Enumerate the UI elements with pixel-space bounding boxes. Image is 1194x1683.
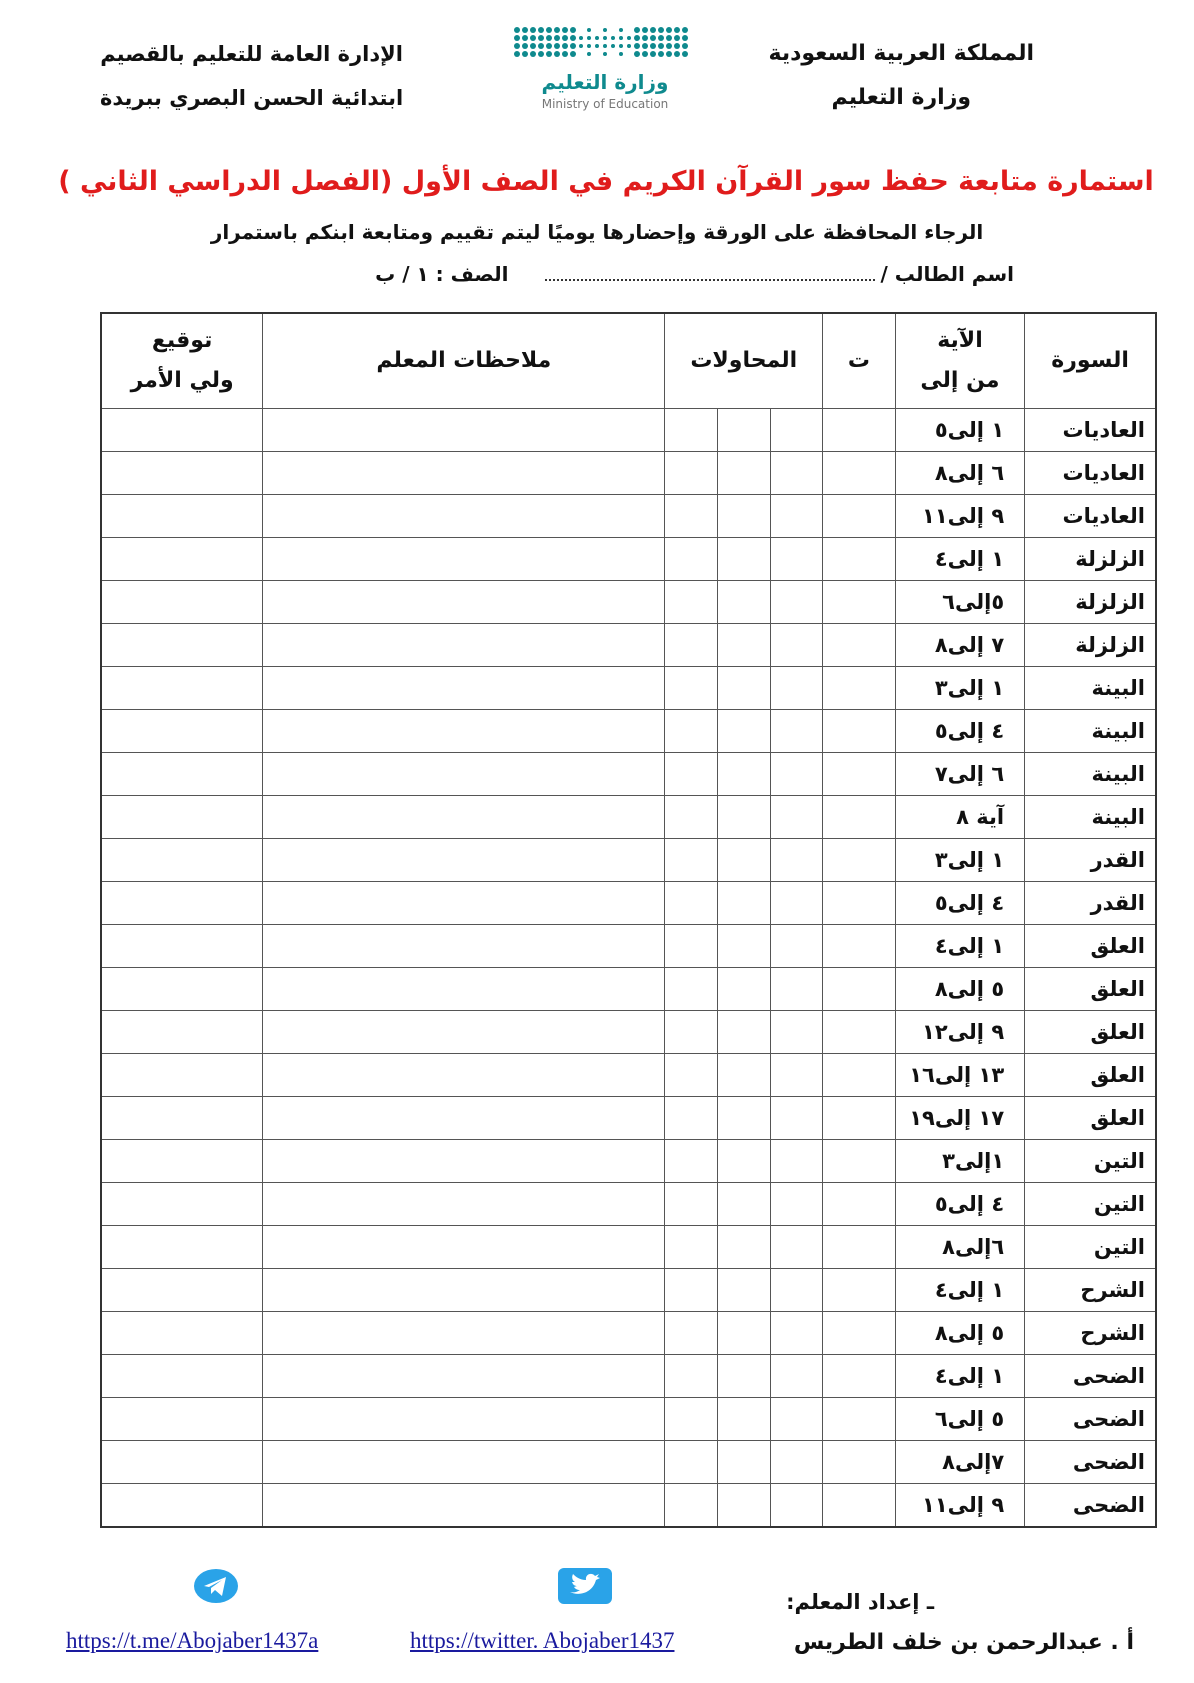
teacher-notes-cell[interactable] xyxy=(263,538,665,581)
t-cell[interactable] xyxy=(823,1355,896,1398)
attempt-cell-2[interactable] xyxy=(717,1441,770,1484)
t-cell[interactable] xyxy=(823,452,896,495)
attempt-cell-3[interactable] xyxy=(665,1398,718,1441)
guardian-signature-cell[interactable] xyxy=(101,1011,263,1054)
teacher-notes-cell[interactable] xyxy=(263,409,665,452)
table-row xyxy=(101,667,1156,710)
ayah-range-cell: ٦ إلى٨ xyxy=(895,452,1024,495)
logo-dots-icon xyxy=(505,22,705,72)
table-row xyxy=(101,1441,1156,1484)
attempt-cell-3[interactable] xyxy=(665,796,718,839)
surah-cell: التين xyxy=(1025,1140,1156,1183)
guardian-signature-cell[interactable] xyxy=(101,1441,263,1484)
t-cell[interactable] xyxy=(823,624,896,667)
attempt-cell-3[interactable] xyxy=(665,1441,718,1484)
guardian-signature-cell[interactable] xyxy=(101,839,263,882)
attempt-cell-2[interactable] xyxy=(717,1054,770,1097)
ayah-range-cell: ١ إلى٤ xyxy=(895,538,1024,581)
ayah-range-cell: ١٧ إلى١٩ xyxy=(895,1097,1024,1140)
attempt-cell-3[interactable] xyxy=(665,1011,718,1054)
surah-cell: العاديات xyxy=(1025,452,1156,495)
table-row xyxy=(101,710,1156,753)
header-teacher-notes: ملاحظات المعلم xyxy=(263,313,665,409)
attempt-cell-2[interactable] xyxy=(717,1484,770,1528)
ayah-range-cell: ٦ إلى٧ xyxy=(895,753,1024,796)
attempt-cell-3[interactable] xyxy=(665,1226,718,1269)
surah-cell: العاديات xyxy=(1025,495,1156,538)
ayah-range-cell: ٥ إلى٨ xyxy=(895,1312,1024,1355)
surah-cell: التين xyxy=(1025,1183,1156,1226)
ayah-range-cell: ٩ إلى١١ xyxy=(895,1484,1024,1528)
attempt-cell-1[interactable] xyxy=(770,581,823,624)
surah-cell: الضحى xyxy=(1025,1484,1156,1528)
ayah-range-cell: ١ إلى٤ xyxy=(895,925,1024,968)
attempt-cell-2[interactable] xyxy=(717,1011,770,1054)
t-cell[interactable] xyxy=(823,968,896,1011)
teacher-notes-cell[interactable] xyxy=(263,624,665,667)
table-header-row xyxy=(101,313,1156,409)
telegram-plane-icon[interactable] xyxy=(194,1568,238,1604)
attempt-cell-1[interactable] xyxy=(770,968,823,1011)
telegram-link[interactable]: https://t.me/Abojaber1437a xyxy=(66,1628,319,1653)
surah-cell: العلق xyxy=(1025,925,1156,968)
table-row xyxy=(101,1011,1156,1054)
attempt-cell-1[interactable] xyxy=(770,452,823,495)
ayah-range-cell: ١ إلى٤ xyxy=(895,1269,1024,1312)
attempt-cell-2[interactable] xyxy=(717,839,770,882)
guardian-signature-cell[interactable] xyxy=(101,1054,263,1097)
surah-cell: الزلزلة xyxy=(1025,538,1156,581)
attempt-cell-3[interactable] xyxy=(665,1269,718,1312)
attempt-cell-2[interactable] xyxy=(717,753,770,796)
attempt-cell-2[interactable] xyxy=(717,667,770,710)
attempt-cell-3[interactable] xyxy=(665,581,718,624)
teacher-notes-cell[interactable] xyxy=(263,1398,665,1441)
table-row xyxy=(101,495,1156,538)
table-row xyxy=(101,753,1156,796)
guardian-signature-cell[interactable] xyxy=(101,753,263,796)
surah-cell: الزلزلة xyxy=(1025,581,1156,624)
school-name: ابتدائية الحسن البصري ببريدة xyxy=(100,86,404,110)
table-row xyxy=(101,1484,1156,1528)
guardian-signature-cell[interactable] xyxy=(101,1355,263,1398)
attempt-cell-1[interactable] xyxy=(770,667,823,710)
ayah-range-cell: ٩ إلى١١ xyxy=(895,495,1024,538)
surah-cell: الضحى xyxy=(1025,1355,1156,1398)
logo-english-text: Ministry of Education xyxy=(541,97,669,111)
guardian-signature-cell[interactable] xyxy=(101,1097,263,1140)
teacher-notes-cell[interactable] xyxy=(263,839,665,882)
t-cell[interactable] xyxy=(823,1398,896,1441)
attempt-cell-3[interactable] xyxy=(665,1183,718,1226)
student-name-label: اسم الطالب / xyxy=(880,262,1014,286)
teacher-notes-cell[interactable] xyxy=(263,882,665,925)
table-row xyxy=(101,1140,1156,1183)
attempt-cell-1[interactable] xyxy=(770,1226,823,1269)
attempt-cell-3[interactable] xyxy=(665,925,718,968)
t-cell[interactable] xyxy=(823,409,896,452)
teacher-notes-cell[interactable] xyxy=(263,1097,665,1140)
attempt-cell-1[interactable] xyxy=(770,882,823,925)
twitter-bird-icon[interactable] xyxy=(558,1568,612,1604)
table-row xyxy=(101,1183,1156,1226)
table-row xyxy=(101,452,1156,495)
ayah-range-cell: ١ إلى٤ xyxy=(895,1355,1024,1398)
teacher-notes-cell[interactable] xyxy=(263,1269,665,1312)
teacher-notes-cell[interactable] xyxy=(263,1355,665,1398)
table-row xyxy=(101,1398,1156,1441)
ayah-range-cell: ١ إلى٥ xyxy=(895,409,1024,452)
attempt-cell-3[interactable] xyxy=(665,1484,718,1528)
t-cell[interactable] xyxy=(823,667,896,710)
twitter-link[interactable]: https://twitter. Abojaber1437 xyxy=(410,1628,675,1653)
table-row xyxy=(101,1226,1156,1269)
student-name-field[interactable] xyxy=(545,265,875,281)
class-label: الصف : ١ / ب xyxy=(375,262,509,286)
teacher-notes-cell[interactable] xyxy=(263,1226,665,1269)
attempt-cell-3[interactable] xyxy=(665,839,718,882)
guardian-signature-cell[interactable] xyxy=(101,667,263,710)
page-title: استمارة متابعة حفظ سور القرآن الكريم في الصف الأول (الفصل الدراسي الثاني ) xyxy=(58,166,1154,197)
attempt-cell-3[interactable] xyxy=(665,667,718,710)
t-cell[interactable] xyxy=(823,1097,896,1140)
table-row xyxy=(101,968,1156,1011)
t-cell[interactable] xyxy=(823,1226,896,1269)
logo-arabic-text: وزارة التعليم xyxy=(541,70,669,94)
attempt-cell-2[interactable] xyxy=(717,1226,770,1269)
teacher-notes-cell[interactable] xyxy=(263,710,665,753)
guardian-signature-cell[interactable] xyxy=(101,409,263,452)
header-surah: السورة xyxy=(1025,313,1156,409)
table-row xyxy=(101,796,1156,839)
ayah-range-cell: ١ إلى٣ xyxy=(895,667,1024,710)
surah-cell: الشرح xyxy=(1025,1312,1156,1355)
attempt-cell-3[interactable] xyxy=(665,753,718,796)
surah-cell: القدر xyxy=(1025,882,1156,925)
kingdom-name: المملكة العربية السعودية xyxy=(768,41,1034,66)
teacher-notes-cell[interactable] xyxy=(263,581,665,624)
t-cell[interactable] xyxy=(823,1140,896,1183)
teacher-notes-cell[interactable] xyxy=(263,1312,665,1355)
attempt-cell-3[interactable] xyxy=(665,624,718,667)
surah-cell: البينة xyxy=(1025,667,1156,710)
attempt-cell-2[interactable] xyxy=(717,1398,770,1441)
ayah-range-cell: ٤ إلى٥ xyxy=(895,882,1024,925)
attempt-cell-2[interactable] xyxy=(717,1140,770,1183)
attempt-cell-3[interactable] xyxy=(665,1097,718,1140)
memorization-table xyxy=(100,312,1157,1528)
guardian-signature-cell[interactable] xyxy=(101,624,263,667)
table-row xyxy=(101,1097,1156,1140)
header-left xyxy=(100,32,403,120)
attempt-cell-3[interactable] xyxy=(665,968,718,1011)
guardian-signature-cell[interactable] xyxy=(101,968,263,1011)
header-ayah: الآية من إلى xyxy=(895,313,1024,409)
attempt-cell-2[interactable] xyxy=(717,538,770,581)
t-cell[interactable] xyxy=(823,1441,896,1484)
guardian-signature-cell[interactable] xyxy=(101,1398,263,1441)
guardian-signature-cell[interactable] xyxy=(101,882,263,925)
guardian-signature-cell[interactable] xyxy=(101,925,263,968)
teacher-notes-cell[interactable] xyxy=(263,796,665,839)
attempt-cell-2[interactable] xyxy=(717,710,770,753)
header-attempts: المحاولات xyxy=(665,313,823,409)
t-cell[interactable] xyxy=(823,1054,896,1097)
education-department: الإدارة العامة للتعليم بالقصيم xyxy=(100,42,403,66)
guardian-signature-cell[interactable] xyxy=(101,495,263,538)
surah-cell: الضحى xyxy=(1025,1441,1156,1484)
guardian-signature-cell[interactable] xyxy=(101,710,263,753)
t-cell[interactable] xyxy=(823,925,896,968)
attempt-cell-2[interactable] xyxy=(717,452,770,495)
attempt-cell-1[interactable] xyxy=(770,1269,823,1312)
surah-cell: العلق xyxy=(1025,1097,1156,1140)
guardian-signature-cell[interactable] xyxy=(101,538,263,581)
teacher-notes-cell[interactable] xyxy=(263,667,665,710)
ministry-logo xyxy=(505,22,705,112)
teacher-notes-cell[interactable] xyxy=(263,495,665,538)
attempt-cell-3[interactable] xyxy=(665,495,718,538)
guardian-signature-cell[interactable] xyxy=(101,1312,263,1355)
teacher-notes-cell[interactable] xyxy=(263,925,665,968)
surah-cell: العلق xyxy=(1025,1011,1156,1054)
table-row xyxy=(101,1312,1156,1355)
attempt-cell-2[interactable] xyxy=(717,968,770,1011)
t-cell[interactable] xyxy=(823,1312,896,1355)
table-row xyxy=(101,882,1156,925)
surah-cell: البينة xyxy=(1025,710,1156,753)
guardian-signature-cell[interactable] xyxy=(101,1269,263,1312)
t-cell[interactable] xyxy=(823,710,896,753)
attempt-cell-1[interactable] xyxy=(770,925,823,968)
prepared-by-label: ـ إعداد المعلم: xyxy=(786,1590,934,1614)
teacher-notes-cell[interactable] xyxy=(263,1484,665,1528)
table-row xyxy=(101,1269,1156,1312)
page-subtitle: الرجاء المحافظة على الورقة وإحضارها يوميًا ليتم تقييم ومتابعة ابنكم باستمرار xyxy=(210,220,984,244)
attempt-cell-2[interactable] xyxy=(717,1269,770,1312)
ayah-range-cell: ٥إلى٦ xyxy=(895,581,1024,624)
t-cell[interactable] xyxy=(823,581,896,624)
guardian-signature-cell[interactable] xyxy=(101,1183,263,1226)
teacher-notes-cell[interactable] xyxy=(263,968,665,1011)
attempt-cell-2[interactable] xyxy=(717,495,770,538)
table-row xyxy=(101,1054,1156,1097)
teacher-notes-cell[interactable] xyxy=(263,1183,665,1226)
teacher-notes-cell[interactable] xyxy=(263,1011,665,1054)
attempt-cell-1[interactable] xyxy=(770,753,823,796)
header-right xyxy=(768,32,1034,120)
surah-cell: العاديات xyxy=(1025,409,1156,452)
attempt-cell-1[interactable] xyxy=(770,409,823,452)
guardian-signature-cell[interactable] xyxy=(101,796,263,839)
teacher-notes-cell[interactable] xyxy=(263,452,665,495)
surah-cell: الشرح xyxy=(1025,1269,1156,1312)
guardian-signature-cell[interactable] xyxy=(101,1484,263,1528)
attempt-cell-3[interactable] xyxy=(665,1312,718,1355)
table-row xyxy=(101,925,1156,968)
table-row xyxy=(101,1355,1156,1398)
t-cell[interactable] xyxy=(823,796,896,839)
guardian-signature-cell[interactable] xyxy=(101,581,263,624)
teacher-notes-cell[interactable] xyxy=(263,753,665,796)
ayah-range-cell: ٥ إلى٦ xyxy=(895,1398,1024,1441)
ayah-range-cell: ١٣ إلى١٦ xyxy=(895,1054,1024,1097)
surah-cell: القدر xyxy=(1025,839,1156,882)
attempt-cell-2[interactable] xyxy=(717,882,770,925)
attempt-cell-3[interactable] xyxy=(665,1054,718,1097)
attempt-cell-3[interactable] xyxy=(665,409,718,452)
t-cell[interactable] xyxy=(823,538,896,581)
attempt-cell-3[interactable] xyxy=(665,452,718,495)
teacher-notes-cell[interactable] xyxy=(263,1140,665,1183)
ministry-name: وزارة التعليم xyxy=(831,85,972,110)
teacher-notes-cell[interactable] xyxy=(263,1054,665,1097)
attempt-cell-1[interactable] xyxy=(770,1183,823,1226)
attempt-cell-1[interactable] xyxy=(770,538,823,581)
attempt-cell-2[interactable] xyxy=(717,925,770,968)
student-info-line xyxy=(250,262,1014,286)
attempt-cell-2[interactable] xyxy=(717,1097,770,1140)
attempt-cell-2[interactable] xyxy=(717,1355,770,1398)
ayah-range-cell: آية ٨ xyxy=(895,796,1024,839)
surah-cell: البينة xyxy=(1025,796,1156,839)
surah-cell: الضحى xyxy=(1025,1398,1156,1441)
attempt-cell-3[interactable] xyxy=(665,1355,718,1398)
guardian-signature-cell[interactable] xyxy=(101,452,263,495)
table-row xyxy=(101,538,1156,581)
attempt-cell-1[interactable] xyxy=(770,710,823,753)
attempt-cell-2[interactable] xyxy=(717,624,770,667)
t-cell[interactable] xyxy=(823,839,896,882)
surah-cell: التين xyxy=(1025,1226,1156,1269)
attempt-cell-2[interactable] xyxy=(717,581,770,624)
attempt-cell-3[interactable] xyxy=(665,538,718,581)
attempt-cell-1[interactable] xyxy=(770,624,823,667)
attempt-cell-1[interactable] xyxy=(770,1140,823,1183)
table-row xyxy=(101,409,1156,452)
t-cell[interactable] xyxy=(823,1269,896,1312)
attempt-cell-3[interactable] xyxy=(665,1140,718,1183)
ayah-range-cell: ٤ إلى٥ xyxy=(895,1183,1024,1226)
header-guardian-signature: توقيع ولي الأمر xyxy=(101,313,263,409)
attempt-cell-3[interactable] xyxy=(665,710,718,753)
table-row xyxy=(101,581,1156,624)
guardian-signature-cell[interactable] xyxy=(101,1140,263,1183)
attempt-cell-2[interactable] xyxy=(717,1183,770,1226)
t-cell[interactable] xyxy=(823,1183,896,1226)
t-cell[interactable] xyxy=(823,1484,896,1528)
attempt-cell-1[interactable] xyxy=(770,1097,823,1140)
surah-cell: الزلزلة xyxy=(1025,624,1156,667)
table-row xyxy=(101,839,1156,882)
t-cell[interactable] xyxy=(823,495,896,538)
ayah-range-cell: ٥ إلى٨ xyxy=(895,968,1024,1011)
t-cell[interactable] xyxy=(823,1011,896,1054)
ayah-range-cell: ٤ إلى٥ xyxy=(895,710,1024,753)
ayah-range-cell: ٦إلى٨ xyxy=(895,1226,1024,1269)
ayah-range-cell: ٧إلى٨ xyxy=(895,1441,1024,1484)
surah-cell: العلق xyxy=(1025,1054,1156,1097)
surah-cell: البينة xyxy=(1025,753,1156,796)
header-t: ت xyxy=(823,313,896,409)
attempt-cell-1[interactable] xyxy=(770,495,823,538)
attempt-cell-1[interactable] xyxy=(770,1355,823,1398)
attempt-cell-1[interactable] xyxy=(770,1054,823,1097)
attempt-cell-1[interactable] xyxy=(770,1398,823,1441)
attempt-cell-1[interactable] xyxy=(770,839,823,882)
attempt-cell-3[interactable] xyxy=(665,882,718,925)
ayah-range-cell: ٩ إلى١٢ xyxy=(895,1011,1024,1054)
attempt-cell-2[interactable] xyxy=(717,796,770,839)
teacher-name: أ . عبدالرحمن بن خلف الطريس xyxy=(793,1630,1134,1655)
ayah-range-cell: ٧ إلى٨ xyxy=(895,624,1024,667)
attempt-cell-1[interactable] xyxy=(770,796,823,839)
t-cell[interactable] xyxy=(823,882,896,925)
attempt-cell-1[interactable] xyxy=(770,1441,823,1484)
attempt-cell-1[interactable] xyxy=(770,1312,823,1355)
attempt-cell-2[interactable] xyxy=(717,409,770,452)
ayah-range-cell: ١إلى٣ xyxy=(895,1140,1024,1183)
table-row xyxy=(101,624,1156,667)
attempt-cell-1[interactable] xyxy=(770,1011,823,1054)
attempt-cell-1[interactable] xyxy=(770,1484,823,1528)
teacher-notes-cell[interactable] xyxy=(263,1441,665,1484)
surah-cell: العلق xyxy=(1025,968,1156,1011)
attempt-cell-2[interactable] xyxy=(717,1312,770,1355)
guardian-signature-cell[interactable] xyxy=(101,1226,263,1269)
ayah-range-cell: ١ إلى٣ xyxy=(895,839,1024,882)
t-cell[interactable] xyxy=(823,753,896,796)
